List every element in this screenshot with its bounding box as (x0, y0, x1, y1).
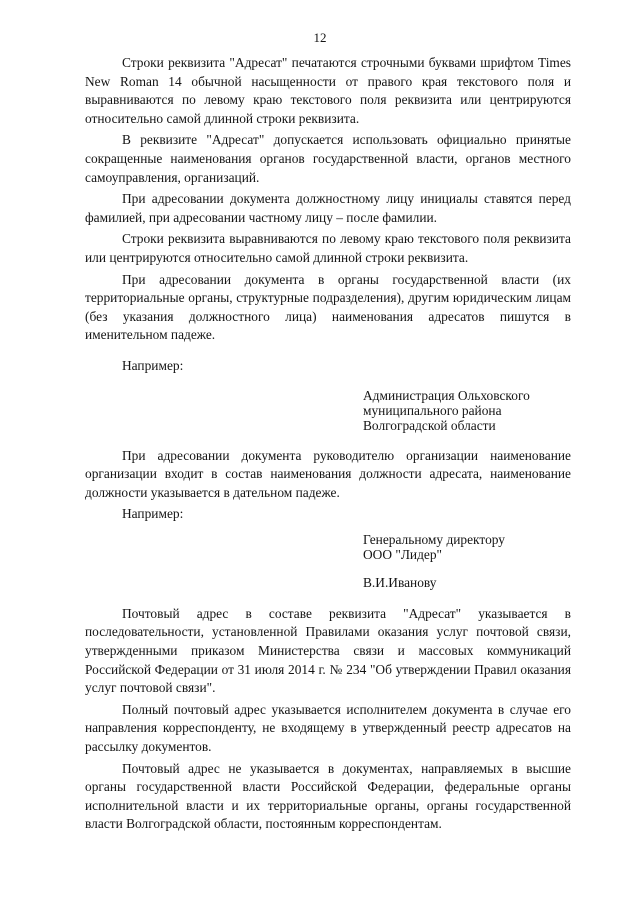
example-label: Например: (122, 357, 184, 373)
paragraph: При адресовании документа в органы государственной власти (их территориальные органы, структурные подразделения), другим юридическим лицам (без указания должностного лица) наименования адресатов пишутся в именительном падеже. (85, 271, 571, 343)
paragraph: Почтовый адрес не указывается в документах, направляемых в высшие органы государственной власти Российской Федерации, федеральные органы исполнительной власти и их территориальные органы, органы государственной власти Волгоградской области, постоянным корреспондентам. (85, 760, 571, 832)
document-body (85, 54, 571, 837)
paragraph: В реквизите "Адресат" допускается использовать официально принятые сокращенные наименования органов государственной власти, органов местного самоуправления, организаций. (85, 132, 571, 185)
paragraph: Строки реквизита "Адресат" печатаются строчными буквами шрифтом Times New Roman 14 обычной насыщенности от правого края текстового поля и выравниваются по левому краю текстового поля реквизита или центрируются относительно самой длинной строки реквизита. (85, 55, 571, 126)
address-line: Волгоградской области (363, 417, 496, 433)
address-line: ООО "Лидер" (363, 546, 442, 562)
page-number: 12 (313, 30, 327, 45)
paragraph: Строки реквизита выравниваются по левому краю текстового поля реквизита или центрируются относительно самой длинной строки реквизита. (85, 231, 571, 265)
paragraph: Почтовый адрес в составе реквизита "Адресат" указывается в последовательности, установленной Правилами оказания услуг почтовой связи, утвержденными приказом Министерства связи и массовых коммуникаций Российской Федерации от 31 июля 2014 г. № 234 "Об утверждении Правил оказания услуг почтовой связи". (85, 605, 571, 696)
address-block-person (363, 532, 571, 590)
addressee-name: В.И.Иванову (363, 574, 437, 590)
address-line: муниципального района (363, 402, 502, 418)
paragraph: Полный почтовый адрес указывается исполнителем документа в случае его направления корреспонденту, не входящему в утвержденный реестр адресатов на рассылку документов. (85, 701, 571, 755)
address-block-organization (363, 388, 571, 433)
paragraph: При адресовании документа руководителю организации наименование организации входит в состав наименования должности адресата, наименование должности указывается в дательном падеже. (85, 447, 571, 500)
address-line: Генеральному директору (363, 531, 505, 547)
address-line: Администрация Ольховского (363, 387, 530, 403)
example-label: Например: (122, 506, 184, 522)
paragraph: При адресовании документа должностному лицу инициалы ставятся перед фамилией, при адресовании частному лицу – после фамилии. (85, 191, 571, 225)
